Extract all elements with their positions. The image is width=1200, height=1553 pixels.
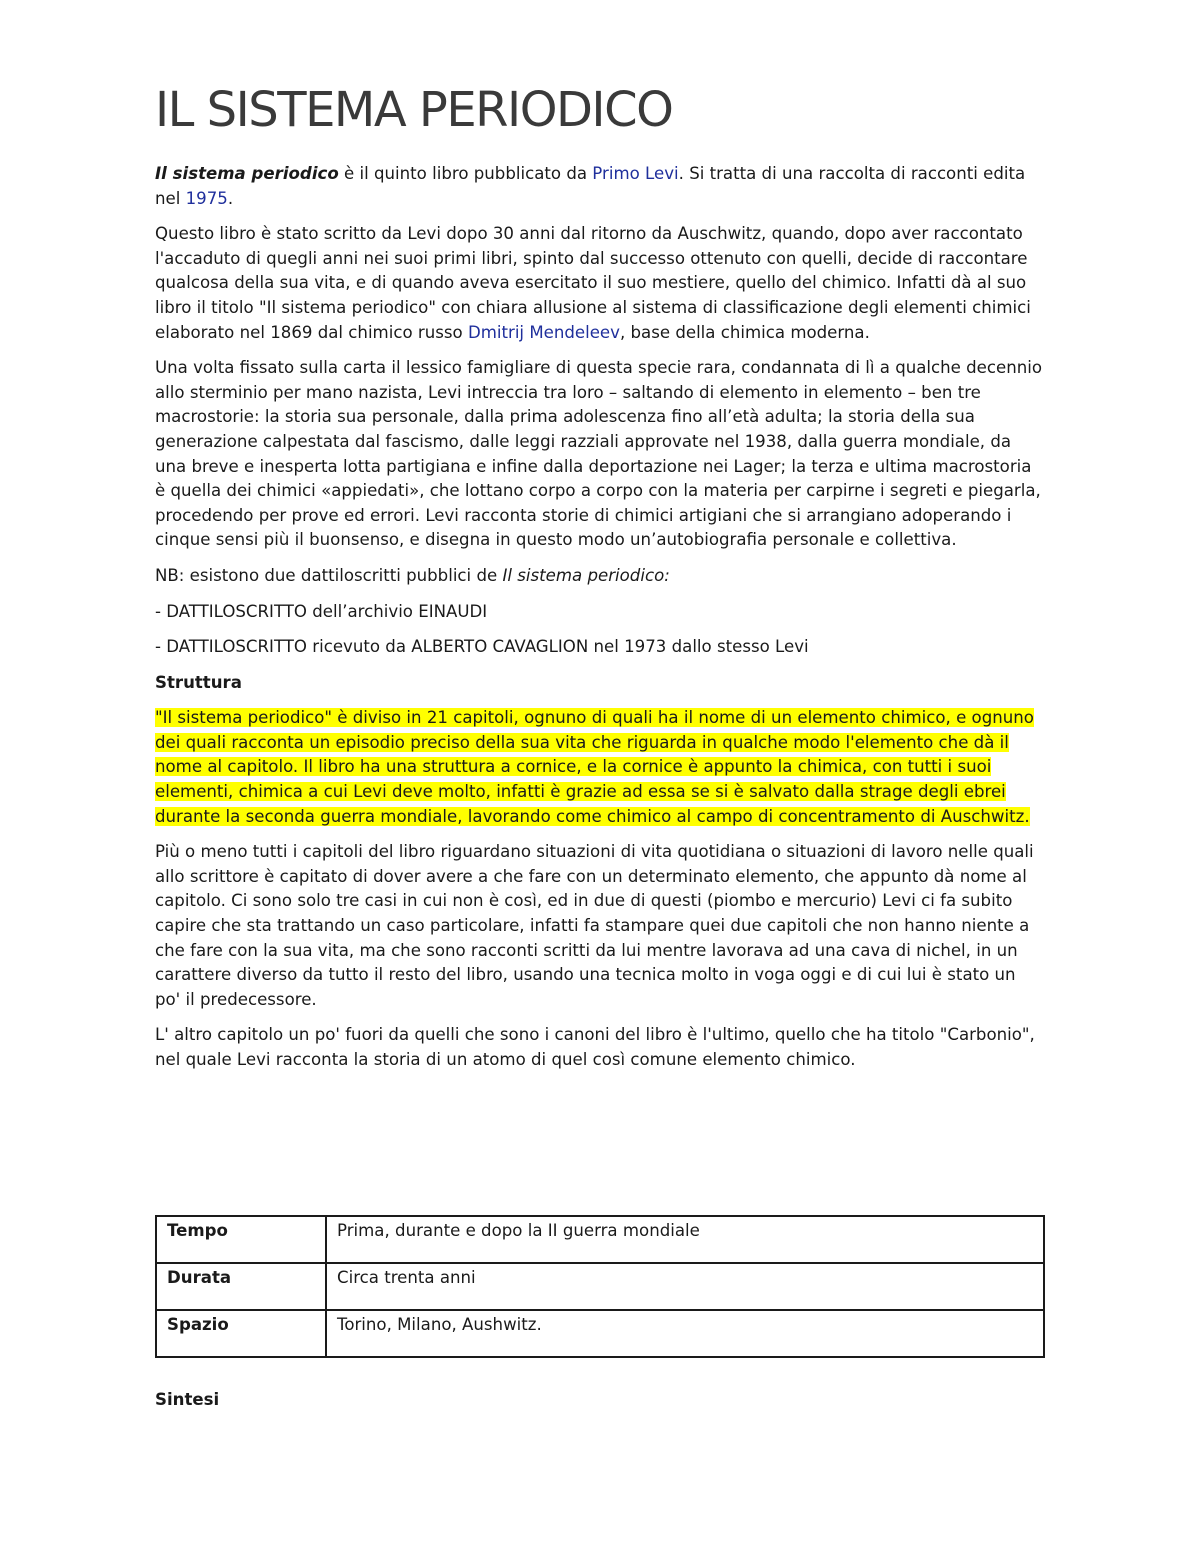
intro-paragraph [155, 162, 1045, 211]
nb-book-title: Il sistema periodico: [502, 565, 670, 585]
table-row [156, 1310, 1044, 1357]
table-value-cell: Circa trenta anni [326, 1263, 1044, 1310]
origin-paragraph [155, 222, 1045, 345]
table-row [156, 1263, 1044, 1310]
capitoli-paragraph: Più o meno tutti i capitoli del libro riguardano situazioni di vita quotidiana o situazioni di lavoro nelle quali allo scrittore è capitato di dover avere a che fare con un determinato elemento, che appunto dà nome al capitolo. Ci sono solo tre casi in cui non è così, ed in due di questi (piombo e mercurio) Levi ci fa subito capire che sta trattando un caso particolare, infatti fa stampare quei due capitoli che non hanno niente a che fare con la sua vita, ma che sono racconti scritti da lui mentre lavorava ad una cava di nichel, in un carattere diverso da tutto il resto del libro, usando una tecnica molto in voga oggi e di cui lui è stato un po' il predecessore. [155, 842, 1034, 1009]
intro-text-2: . Si tratta di una raccolta di racconti edita nel [155, 164, 1026, 208]
origin-text-2: , base della chimica moderna. [619, 322, 870, 342]
author-link[interactable]: Primo Levi [592, 164, 679, 183]
table-row [156, 1216, 1044, 1263]
heading-sintesi: Sintesi [155, 1390, 220, 1409]
nb-text: NB: esistono due dattiloscritti pubblici de [155, 565, 503, 585]
mendeleev-link[interactable]: Dmitrij Mendeleev [467, 322, 620, 342]
intro-text-1: è il quinto libro pubblicato da [338, 164, 593, 183]
nb-paragraph [155, 564, 1045, 589]
origin-text-1: Questo libro è stato scritto da Levi dopo 30 anni dal ritorno da Auschwitz, quando, dopo aver raccontato l'accaduto di quegli anni nei suoi primi libri, spinto dal successo ottenuto con quelli, decide di raccontare qualcosa della sua vita, e di quando aveva esercitato il suo mestiere, quello del chimico. Infatti dà al suo libro il titolo "Il sistema periodico" con chiara allusione al sistema di classificazione degli elementi chimici elaborato nel 1869 dal chimico russo [155, 224, 1031, 342]
info-table [155, 1215, 1045, 1358]
table-key-cell: Tempo [156, 1216, 326, 1263]
table-value-cell: Prima, durante e dopo la II guerra mondiale [326, 1216, 1044, 1263]
table-value-cell: Torino, Milano, Aushwitz. [326, 1310, 1044, 1357]
book-title: Il sistema periodico [155, 164, 339, 183]
list-item-einaudi: - DATTILOSCRITTO dell’archivio EINAUDI [155, 601, 488, 621]
page-title: IL SISTEMA PERIODICO [155, 82, 673, 138]
table-key-cell: Spazio [156, 1310, 326, 1357]
table-key-cell: Durata [156, 1263, 326, 1310]
carbonio-paragraph: L' altro capitolo un po' fuori da quelli che sono i canoni del libro è l'ultimo, quello che ha titolo "Carbonio", nel quale Levi racconta la storia di un atomo di quel così comune elemento chimico. [155, 1025, 1035, 1069]
highlighted-text: "Il sistema periodico" è diviso in 21 capitoli, ognuno di quali ha il nome di un elemento chimico, e ognuno dei quali racconta un episodio preciso della sua vita che riguarda in qualche modo l'elemento che dà il nome al capitolo. Il libro ha una struttura a cornice, e la cornice è appunto la chimica, con tutti i suoi elementi, chimica a cui Levi deve molto, infatti è grazie ad essa se si è salvato dalla strage degli ebrei durante la seconda guerra mondiale, lavorando come chimico al campo di concentramento di Auschwitz. [155, 708, 1034, 826]
list-item-cavaglion: - DATTILOSCRITTO ricevuto da ALBERTO CAVAGLION nel 1973 dallo stesso Levi [155, 637, 809, 657]
year-link[interactable]: 1975 [185, 188, 228, 208]
intro-text-3: . [227, 188, 234, 208]
struttura-paragraph [155, 706, 1045, 829]
heading-struttura: Struttura [155, 672, 242, 692]
document-body [155, 162, 1045, 1084]
macrostorie-paragraph: Una volta fissato sulla carta il lessico famigliare di questa specie rara, condannata di lì a qualche decennio allo sterminio per mano nazista, Levi intreccia tra loro – saltando di elemento in elemento – ben tre macrostorie: la storia sua personale, dalla prima adolescenza fino all’età adulta; la storia della sua generazione calpestata dal fascismo, dalle leggi razziali approvate nel 1938, dalla guerra mondiale, da una breve e inesperta lotta partigiana e infine dalla deportazione nei Lager; la terza e ultima macrostoria è quella dei chimici «appiedati», che lottano corpo a corpo con la materia per carpirne i segreti e piegarla, procedendo per prove ed errori. Levi racconta storie di chimici artigiani che si arrangiano adoperando i cinque sensi più il buonsenso, e disegna in questo modo un’autobiografia personale e collettiva. [155, 358, 1043, 550]
